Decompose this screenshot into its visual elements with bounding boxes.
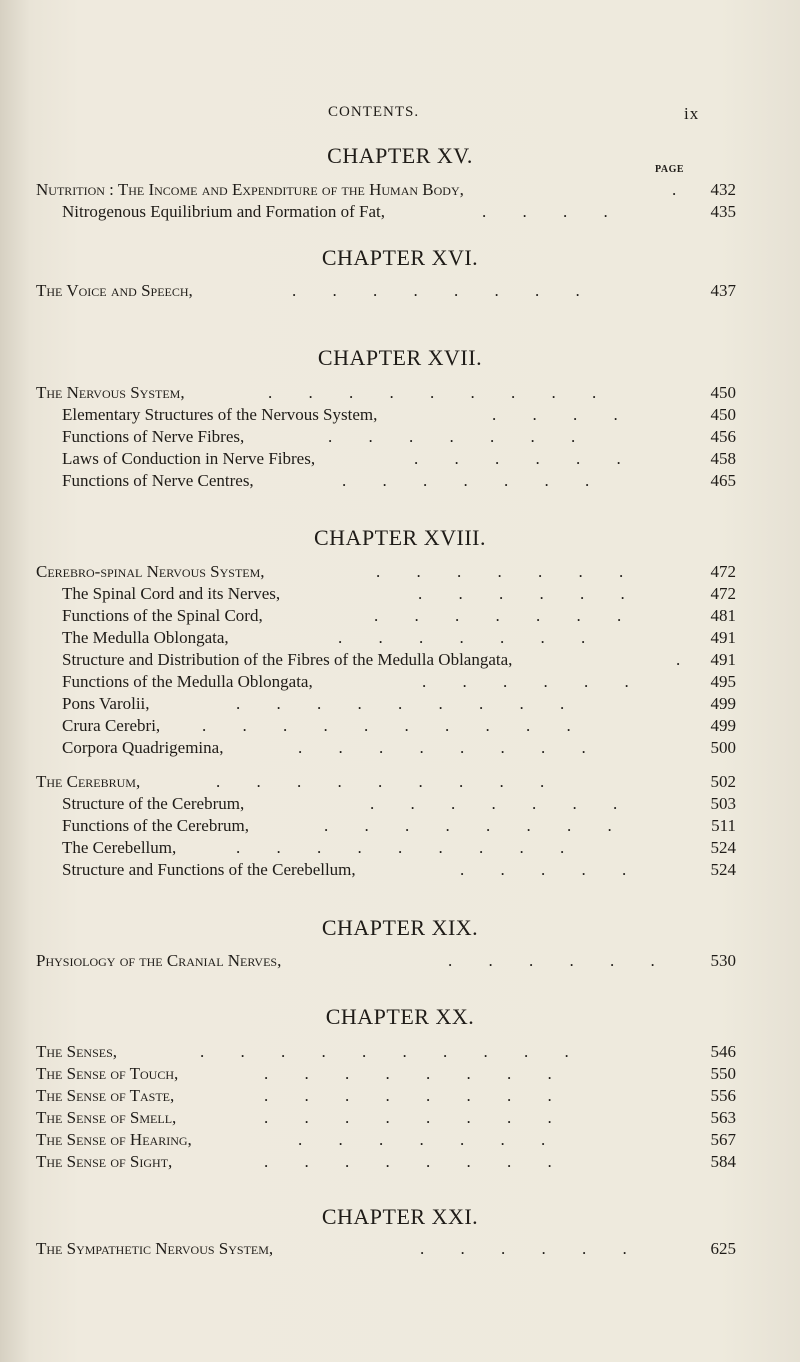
toc-entry-page: 524 <box>710 860 736 879</box>
toc-leader-dots: . . . . . . . . . . <box>200 1042 569 1061</box>
toc-entry-page: 550 <box>710 1064 736 1083</box>
toc-leader-dots: . . . . . <box>460 860 627 879</box>
toc-entry <box>62 860 736 882</box>
toc-entry-page: 437 <box>710 281 736 300</box>
toc-entry <box>62 471 736 493</box>
toc-entry <box>36 562 736 584</box>
chapter-heading-xv: CHAPTER XV. <box>327 143 473 168</box>
chapter-heading-xxi: CHAPTER XXI. <box>321 1204 479 1229</box>
toc-entry-page: 563 <box>710 1108 736 1127</box>
toc-leader-dots: . . . . . . <box>420 1239 627 1258</box>
toc-leader-dots: . . . . . . . . . <box>236 838 565 857</box>
toc-entry-title: The Sense of Smell, <box>36 1108 177 1127</box>
toc-entry <box>62 672 736 694</box>
toc-entry <box>62 584 736 606</box>
toc-entry-title: The Voice and Speech, <box>36 281 193 300</box>
toc-entry-page: 495 <box>710 672 736 691</box>
toc-entry <box>36 281 736 303</box>
toc-leader-dots: . . . . . . . . . <box>236 694 565 713</box>
toc-entry-page: 491 <box>710 650 736 669</box>
page-column-label: PAGE <box>655 164 685 175</box>
toc-entry-title: Corpora Quadrigemina, <box>62 738 224 757</box>
toc-entry <box>62 816 736 838</box>
toc-leader-dots: . . . . . . <box>422 672 629 691</box>
running-head-title: CONTENTS. <box>328 104 420 120</box>
running-head <box>0 104 800 124</box>
toc-leader-dots: . . . . . . . . <box>264 1152 552 1171</box>
toc-entry <box>62 427 736 449</box>
toc-entry-title: Functions of Nerve Centres, <box>62 471 254 490</box>
toc-entry-title: The Nervous System, <box>36 383 185 402</box>
toc-leader-dots: . . . . <box>492 405 618 424</box>
toc-entry-page: 567 <box>710 1130 736 1149</box>
toc-entry-page: 500 <box>710 738 736 757</box>
toc-entry-page: 465 <box>710 471 736 490</box>
toc-entry-title: Elementary Structures of the Nervous System, <box>62 405 378 424</box>
toc-entry-page: 546 <box>710 1042 736 1061</box>
toc-entry-page: 502 <box>710 772 736 791</box>
toc-entry <box>36 951 736 973</box>
toc-entry <box>36 1130 736 1152</box>
toc-entry <box>36 1239 736 1261</box>
toc-entry-title: Crura Cerebri, <box>62 716 161 735</box>
toc-leader-dots: . . . . . . . . . . <box>202 716 571 735</box>
toc-entry-title: Functions of Nerve Fibres, <box>62 427 245 446</box>
toc-entry <box>62 838 736 860</box>
toc-entry-title: The Cerebrum, <box>36 772 141 791</box>
toc-entry-page: 435 <box>710 202 736 221</box>
toc-entry <box>62 794 736 816</box>
toc-entry <box>62 606 736 628</box>
toc-entry-title: The Sense of Taste, <box>36 1086 175 1105</box>
toc-entry <box>36 1108 736 1130</box>
toc-entry-title: Cerebro-spinal Nervous System, <box>36 562 265 581</box>
chapter-heading-xviii: CHAPTER XVIII. <box>314 525 486 550</box>
toc-leader-dots: . . . . . . . <box>338 628 586 647</box>
toc-entry <box>36 1064 736 1086</box>
toc-entry-page: 432 <box>710 180 736 199</box>
toc-entry-title: Structure and Functions of the Cerebellum, <box>62 860 356 879</box>
toc-entry <box>36 383 736 405</box>
toc-entry-page: 491 <box>710 628 736 647</box>
toc-entry-title: The Spinal Cord and its Nerves, <box>62 584 281 603</box>
toc-entry <box>62 202 736 224</box>
toc-entry-title: The Medulla Oblongata, <box>62 628 229 647</box>
toc-entry-title: Structure of the Cerebrum, <box>62 794 245 813</box>
toc-entry-title: Pons Varolii, <box>62 694 150 713</box>
toc-leader-dots: . . . . . . . <box>328 427 576 446</box>
toc-entry-title: Nutrition : The Income and Expenditure of the Human Body, <box>36 180 464 199</box>
toc-entry <box>36 1042 736 1064</box>
toc-leader-dots: . . . . . . . . <box>324 816 612 835</box>
toc-entry-title: The Senses, <box>36 1042 118 1061</box>
toc-leader-dots: . . . . . . . . <box>264 1064 552 1083</box>
page-number: ix <box>684 104 700 123</box>
toc-entry-page: 503 <box>710 794 736 813</box>
toc-leader-dots: . <box>672 180 677 199</box>
toc-entry-page: 450 <box>710 405 736 424</box>
toc-entry-page: 556 <box>710 1086 736 1105</box>
toc-entry-page: 450 <box>710 383 736 402</box>
toc-entry-title: Physiology of the Cranial Nerves, <box>36 951 282 970</box>
toc-entry <box>36 772 736 794</box>
toc-leader-dots: . . . . . . <box>414 449 621 468</box>
toc-entry <box>36 180 736 202</box>
toc-entry-title: The Sense of Touch, <box>36 1064 179 1083</box>
toc-entry-title: Functions of the Medulla Oblongata, <box>62 672 313 691</box>
toc-entry <box>62 628 736 650</box>
toc-leader-dots: . . . . . . . . <box>264 1108 552 1127</box>
toc-leader-dots: . . . . . . . . . <box>268 383 597 402</box>
toc-entry-page: 472 <box>710 562 736 581</box>
toc-leader-dots: . . . . . . . . <box>292 281 580 300</box>
toc-leader-dots: . . . . <box>482 202 608 221</box>
toc-entry-title: The Cerebellum, <box>62 838 177 857</box>
toc-entry <box>62 738 736 760</box>
toc-entry-page: 524 <box>710 838 736 857</box>
toc-leader-dots: . . . . . . . . <box>264 1086 552 1105</box>
toc-leader-dots: . . . . . . <box>418 584 625 603</box>
toc-entry-title: Laws of Conduction in Nerve Fibres, <box>62 449 316 468</box>
toc-entry-page: 499 <box>710 694 736 713</box>
toc-leader-dots: . . . . . . . <box>374 606 622 625</box>
toc-entry-title: Structure and Distribution of the Fibres of the Medulla Oblangata, <box>62 650 513 669</box>
toc-entry <box>62 694 736 716</box>
toc-entry-page: 472 <box>710 584 736 603</box>
toc-entry-title: Nitrogenous Equilibrium and Formation of Fat, <box>62 202 385 221</box>
toc-leader-dots: . . . . . . . <box>342 471 590 490</box>
toc-leader-dots: . . . . . . . . . <box>216 772 545 791</box>
toc-entry-title: Functions of the Cerebrum, <box>62 816 249 835</box>
toc-entry-page: 530 <box>710 951 736 970</box>
toc-entry <box>36 1152 736 1174</box>
toc-leader-dots: . . . . . . . <box>376 562 624 581</box>
toc-entry-page: 511 <box>711 816 736 835</box>
toc-leader-dots: . <box>676 650 681 669</box>
toc-entry <box>36 1086 736 1108</box>
toc-entry-title: Functions of the Spinal Cord, <box>62 606 263 625</box>
toc-entry-page: 456 <box>710 427 736 446</box>
toc-entry-title: The Sympathetic Nervous System, <box>36 1239 274 1258</box>
toc-leader-dots: . . . . . . . <box>298 1130 546 1149</box>
toc-entry <box>62 716 736 738</box>
toc-entry-page: 584 <box>710 1152 736 1171</box>
toc-entry-page: 625 <box>710 1239 736 1258</box>
chapter-heading-xvi: CHAPTER XVI. <box>321 245 479 270</box>
toc-entry-title: The Sense of Sight, <box>36 1152 173 1171</box>
toc-leader-dots: . . . . . . . <box>370 794 618 813</box>
toc-entry-page: 499 <box>710 716 736 735</box>
chapter-heading-xix: CHAPTER XIX. <box>321 915 479 940</box>
chapter-heading-xvii: CHAPTER XVII. <box>317 345 483 370</box>
toc-entry <box>62 449 736 471</box>
toc-entry <box>62 650 736 672</box>
toc-entry-page: 481 <box>710 606 736 625</box>
chapter-heading-xx: CHAPTER XX. <box>325 1004 475 1029</box>
toc-entry <box>62 405 736 427</box>
toc-leader-dots: . . . . . . . . <box>298 738 586 757</box>
toc-entry-page: 458 <box>710 449 736 468</box>
toc-leader-dots: . . . . . . <box>448 951 655 970</box>
toc-entry-title: The Sense of Hearing, <box>36 1130 192 1149</box>
